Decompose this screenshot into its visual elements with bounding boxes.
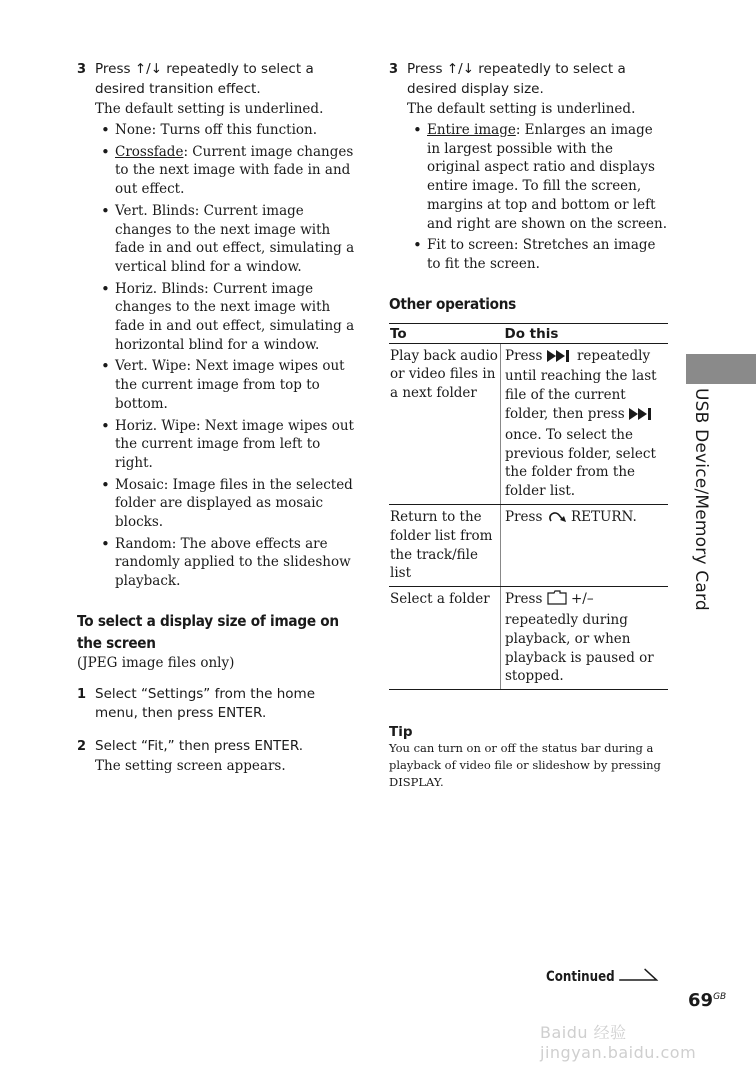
return-icon xyxy=(547,510,567,529)
list-item: • Vert. Blinds: Current image changes to the next image with fade in and out effect, simulating a vertical blind for a window. xyxy=(115,202,357,277)
cell-to: Play back audio or video files in a next folder xyxy=(389,343,501,504)
next-track-icon xyxy=(629,407,655,426)
list-item: • Horiz. Blinds: Current image changes to the next image with fade in and out effect, simulating a horizontal blind for a window. xyxy=(115,280,357,355)
table-row xyxy=(389,587,668,690)
cell-to: Return to the folder list from the track/file list xyxy=(389,505,501,587)
list-item: • Vert. Wipe: Next image wipes out the current image from top to bottom. xyxy=(115,357,357,413)
step-3-display-size: 3 Press ↑/↓ repeatedly to select a desired display size. xyxy=(389,61,626,97)
cell-do-this: Press +/– repeatedly during playback, or when playback is paused or stopped. xyxy=(501,587,669,690)
side-tab-marker xyxy=(686,354,756,384)
table-row xyxy=(389,505,668,587)
continued-arrow-icon xyxy=(619,967,658,987)
default-note: The default setting is underlined. xyxy=(95,101,324,117)
table-header-row xyxy=(389,323,668,343)
column-header-do-this: Do this xyxy=(501,323,669,343)
next-track-icon xyxy=(547,349,573,368)
list-item: • None: Turns off this function. xyxy=(115,121,357,140)
transition-effect-list xyxy=(77,121,357,591)
cell-to: Select a folder xyxy=(389,587,501,690)
side-section-label: USB Device/Memory Card xyxy=(691,388,711,611)
step-number: 3 xyxy=(389,62,399,77)
step-number: 2 xyxy=(77,738,87,754)
step-3-transition: 3 Press ↑/↓ repeatedly to select a desired transition effect. xyxy=(77,61,314,97)
tip-title: Tip xyxy=(389,724,413,741)
step-number: 3 xyxy=(77,62,87,77)
list-item: • Mosaic: Image files in the selected folder are displayed as mosaic blocks. xyxy=(115,476,357,532)
other-operations-heading: Other operations xyxy=(389,294,517,313)
up-down-arrows-icon: ↑/↓ xyxy=(134,61,162,77)
operations-table xyxy=(389,323,668,691)
left-column xyxy=(77,60,357,776)
section-heading-display-size: To select a display size of image on the screen xyxy=(77,611,339,652)
cell-do-this: Press RETURN. xyxy=(501,505,669,587)
right-column xyxy=(389,60,669,791)
default-note: The default setting is underlined. xyxy=(407,101,636,117)
list-item: • Horiz. Wipe: Next image wipes out the current image from left to right. xyxy=(115,417,357,473)
page-number: $69^{GB}$ xyxy=(688,990,727,1011)
list-item: • Crossfade: Current image changes to the next image with fade in and out effect. xyxy=(115,143,357,199)
continued-label: Continued xyxy=(546,967,658,987)
step-1-settings: 1 Select “Settings” from the home menu, then press ENTER. xyxy=(77,685,316,722)
step-number: 1 xyxy=(77,686,87,702)
watermark-text: Baidu 经验 jingyan.baidu.com xyxy=(540,1023,697,1062)
step-2-fit: 2 Select “Fit,” then press ENTER. xyxy=(77,737,357,757)
folder-icon xyxy=(547,590,567,611)
list-item: • Fit to screen: Stretches an image to fit the screen. xyxy=(427,236,669,273)
list-item: • Random: The above effects are randomly applied to the slideshow playback. xyxy=(115,535,357,591)
tip-text: You can turn on or off the status bar during a playback of video file or slideshow by pressing DISPLAY. xyxy=(389,741,661,790)
table-row xyxy=(389,343,668,504)
display-size-list xyxy=(389,121,669,274)
list-item: • Entire image: Enlarges an image in largest possible with the original aspect ratio and displays entire image. To fill the screen, margins at top and bottom or left and right are shown on the screen. xyxy=(427,121,669,233)
column-header-to: To xyxy=(389,323,501,343)
section-subtitle: (JPEG image files only) xyxy=(77,654,235,671)
up-down-arrows-icon: ↑/↓ xyxy=(446,61,474,77)
cell-do-this: Press repeatedly until reaching the last file of the current folder, then press once. To select the previous folder, select the folder from the folder list. xyxy=(501,343,669,504)
step-2-note: The setting screen appears. xyxy=(95,758,286,775)
